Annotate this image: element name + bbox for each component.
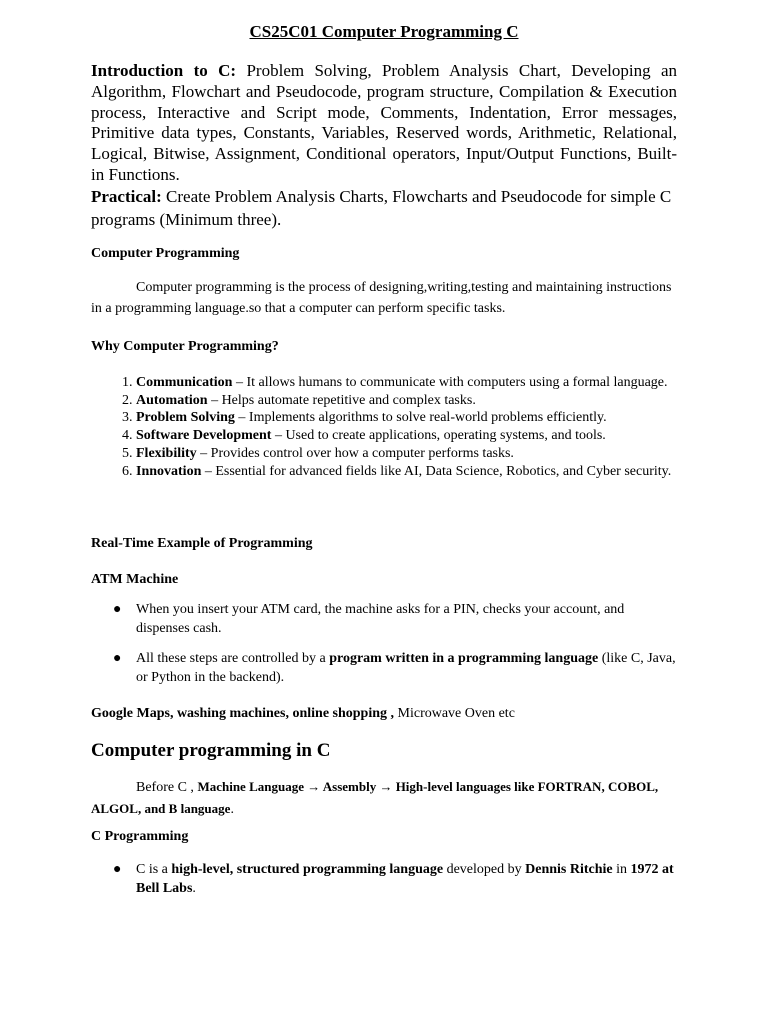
list-item-term: Communication [136, 375, 233, 390]
intro-text: Problem Solving, Problem Analysis Chart, Developing an Algorithm, Flowchart and Pseudocode, program structure, Compilation & Execution process, Interactive and Script mode, Comments, Indentation, Error messages, Primitive data types, Constants, Variables, Reserved words, Arithmetic, Relational, Logical, Bitwise, Assignment, Conditional operators, Input/Output Functions, Built-in Functions. [91, 61, 677, 184]
list-item-term: Problem Solving [136, 410, 235, 426]
list-item-desc: – Implements algorithms to solve real-world problems efficiently. [234, 410, 607, 426]
list-item-desc: – Helps automate repetitive and complex tasks. [207, 392, 476, 408]
intro-paragraph [91, 61, 677, 186]
list-item [91, 650, 677, 687]
practical-text: Create Problem Analysis Charts, Flowcharts and Pseudocode for simple C programs (Minimum three). [91, 187, 672, 229]
list-item [136, 445, 722, 463]
intro-label: Introduction to C: [91, 61, 237, 80]
list-item-term: Automation [136, 392, 208, 408]
list-item-desc: – It allows humans to communicate with computers using a formal language. [232, 375, 668, 390]
atm-bullet-list-2 [91, 650, 677, 687]
c-programming-subheading: C Programming [91, 829, 189, 844]
computer-programming-heading: Computer Programming [91, 246, 240, 261]
c-bullet-mid2: in [612, 862, 631, 877]
list-item-desc: – Essential for advanced fields like AI, Data Science, Robotics, and Cyber security. [201, 463, 672, 479]
computer-programming-paragraph: Computer programming is the process of designing,writing,testing and maintaining instructions in a programming language.so that a computer can perform specific tasks. [91, 280, 672, 316]
atm-heading: ATM Machine [91, 572, 179, 587]
list-item [91, 861, 677, 898]
list-item [136, 392, 722, 410]
c-bullet-mid: developed by [443, 862, 526, 877]
other-examples-plain: Microwave Oven etc [394, 706, 515, 721]
atm-bullet-bold: program written in a programming language [329, 651, 599, 666]
list-item [136, 463, 722, 481]
practical-label: Practical: [91, 187, 162, 206]
list-item [91, 601, 677, 638]
c-bullet-end: . [192, 880, 196, 896]
before-c-bold: Machine Language → Assembly → High-level languages like FORTRAN, COBOL, ALGOL, and B language [91, 779, 659, 816]
page-title: CS25C01 Computer Programming C [249, 22, 519, 41]
list-item [136, 427, 722, 445]
before-c-plain: Before C , [136, 780, 198, 795]
list-item-desc: – Used to create applications, operating systems, and tools. [271, 428, 606, 444]
c-bullet-bold1: high-level, structured programming language [171, 862, 444, 877]
other-examples-bold: Google Maps, washing machines, online shopping , [91, 706, 395, 721]
list-item-term: Innovation [136, 463, 202, 479]
c-bullet-list [91, 861, 677, 898]
atm-bullet-post: (like C, Java, or Python in the backend). [136, 651, 676, 685]
atm-bullet-pre: All these steps are controlled by a [136, 651, 330, 666]
atm-bullet-text: When you insert your ATM card, the machine asks for a PIN, checks your account, and dispenses cash. [136, 602, 625, 636]
before-c-paragraph [91, 776, 677, 820]
c-bullet-bold3: 1972 at Bell Labs [136, 862, 674, 896]
c-programming-heading: Computer programming in C [91, 740, 331, 761]
realtime-heading: Real-Time Example of Programming [91, 536, 313, 551]
list-item [136, 374, 722, 392]
why-list [91, 374, 722, 480]
bullet-icon: ● [113, 862, 122, 877]
list-item-desc: – Provides control over how a computer performs tasks. [196, 445, 514, 461]
before-c-end: . [230, 802, 234, 817]
c-bullet-pre: C is a [136, 862, 172, 877]
other-examples [91, 703, 677, 724]
list-item [136, 409, 722, 427]
bullet-icon: ● [113, 602, 122, 617]
why-heading: Why Computer Programming? [91, 339, 279, 354]
atm-bullet-list [91, 601, 677, 638]
list-item-term: Flexibility [136, 445, 197, 461]
list-item-term: Software Development [136, 428, 272, 444]
c-bullet-bold2: Dennis Ritchie [525, 862, 613, 877]
bullet-icon: ● [113, 651, 122, 666]
practical-paragraph [91, 185, 677, 231]
